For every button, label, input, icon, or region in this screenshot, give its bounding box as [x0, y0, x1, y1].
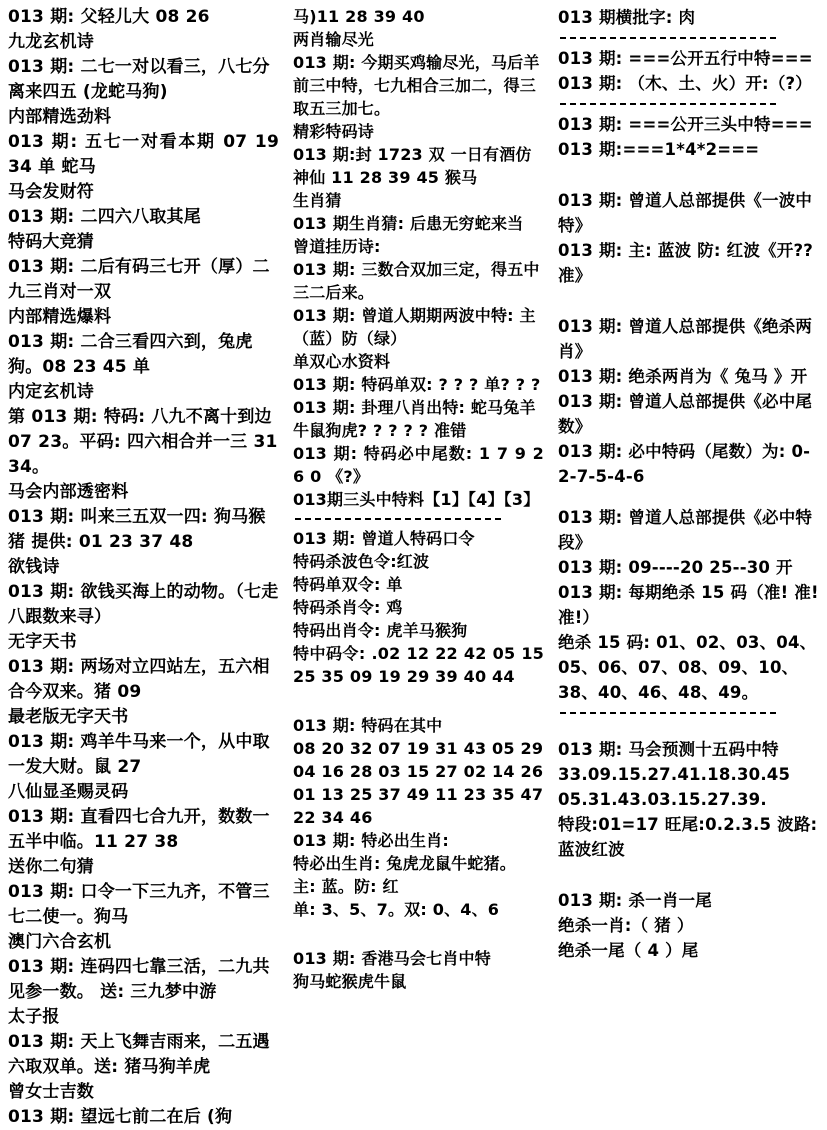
spacer	[558, 721, 821, 737]
text-line: 013 期: 今期买鸡输尽光，马后羊前三中特，七九相合三加二，得三取五三加七。	[293, 53, 540, 118]
text-line: 马)11 28 39 40	[293, 7, 425, 26]
text-line: 生肖猜	[293, 191, 342, 210]
text-line: 特中码令: .02 12 22 42 05 15 25 35 09 19 29 39 40 44	[293, 644, 544, 686]
text-line: 特码出肖令: 虎羊马猴狗	[293, 621, 468, 640]
text-line: 013 期: 口令一下三九齐，不管三七二使一。狗马	[8, 882, 270, 927]
text-line: 013 期:封 1723 双 一日有酒仿神仙 11 28 39 45 猴马	[293, 145, 532, 187]
text-line: 两肖输尽光	[293, 30, 375, 49]
text-line: 013 期: 二合三看四六到，兔虎狗。08 23 45 单	[8, 332, 253, 377]
text-line: 特码大竞猜	[8, 232, 94, 252]
text-line: 013 期: 必中特码（尾数）为: 0-2-7-5-4-6	[558, 442, 811, 486]
text-line: 内部精选爆料	[8, 307, 112, 327]
text-line: 狗马蛇猴虎牛鼠	[293, 972, 407, 991]
dashed-separator	[560, 103, 776, 105]
text-line: 013 期: 曾道人总部提供《一波中特》	[558, 191, 813, 235]
text-line: 013 期: 天上飞舞吉雨来，二五遇六取双单。送: 猪马狗羊虎	[8, 1032, 270, 1077]
column-right	[550, 0, 827, 1024]
spacer	[558, 489, 821, 505]
text-line: 013 期: ===公开五行中特===	[558, 49, 813, 68]
text-line: 013 期横批字: 肉	[558, 8, 696, 27]
text-line: 013 期: 曾道人总部提供《绝杀两肖》	[558, 317, 813, 361]
text-line: 马会内部透密料	[8, 482, 129, 502]
text-line: 013 期: 连码四七靠三活，二九共见参一数。 送: 三九梦中游	[8, 957, 270, 1002]
text-line: 013 期: 二后有码三七开（厚）二九三肖对一双	[8, 257, 270, 302]
text-line: 013 期: 特码在其中	[293, 716, 443, 735]
text-line: 曾道挂历诗:	[293, 237, 381, 256]
text-line: 013 期: 叫来三五双一四: 狗马猴 猪 提供: 01 23 37 48	[8, 507, 266, 552]
text-line: 主: 蓝。防: 红	[293, 877, 399, 896]
text-line: 单: 3、5、7。双: 0、4、6	[293, 900, 500, 919]
text-line: 绝杀一尾（ 4 ）尾	[558, 941, 699, 960]
text-line: 特码杀波色令:红波	[293, 552, 430, 571]
column-middle	[285, 0, 550, 1024]
text-line: 马会发财符	[8, 182, 94, 202]
spacer	[558, 288, 821, 314]
text-line: 澳门六合玄机	[8, 932, 112, 952]
text-line: 特码单双令: 单	[293, 575, 403, 594]
text-line: 013 期生肖猜: 后患无穷蛇来当	[293, 214, 524, 233]
text-line: 013 期: 特码单双: ? ? ? 单? ? ?	[293, 375, 541, 394]
text-line: 013 期: 杀一肖一尾	[558, 891, 712, 910]
text-line: 单双心水资料	[293, 352, 391, 371]
text-line: 特码杀肖令: 鸡	[293, 598, 403, 617]
text-line: 内定玄机诗	[8, 382, 94, 402]
text-line: 013 期: 09----20 25--30 开	[558, 558, 793, 577]
text-line: 013 期: 五七一对看本期 07 19 34 单 蛇马	[8, 132, 279, 177]
spacer	[558, 162, 821, 188]
text-line: 013 期: 每期绝杀 15 码（准! 准! 准!）	[558, 583, 819, 627]
text-line: 曾女士吉数	[8, 1082, 94, 1102]
text-line: 内部精选劲料	[8, 107, 112, 127]
text-line: 013 期: 卦理八肖出特: 蛇马兔羊牛鼠狗虎? ? ? ? ? 准错	[293, 398, 536, 440]
text-line: 013 期: 二四六八取其尾	[8, 207, 201, 227]
text-line: 013 期: （木、土、火）开:（?）	[558, 74, 812, 93]
text-line: 013 期: 绝杀两肖为《 兔马 》开	[558, 367, 808, 386]
text-line: 013 期: 直看四七合九开，数数一五半中临。11 27 38	[8, 807, 270, 852]
text-line: 013 期: 二七一对以看三，八七分离来四五 (龙蛇马狗)	[8, 57, 270, 102]
text-line: 013 期: 香港马会七肖中特	[293, 949, 491, 968]
text-line: 013期三头中特料【1】【4】【3】	[293, 490, 540, 509]
text-line: 013 期: 特码必中尾数: 1 7 9 2 6 0 《?》	[293, 444, 544, 486]
text-line: 013 期: 曾道人总部提供《必中尾数》	[558, 392, 813, 436]
text-line: 特段:01=17 旺尾:0.2.3.5 波路:蓝波红波	[558, 815, 818, 859]
text-line: 013 期: 主: 蓝波 防: 红波《开??准》	[558, 241, 814, 285]
text-line: 绝杀一肖:（ 猪 ）	[558, 916, 694, 935]
text-line: 013 期:===1*4*2===	[558, 140, 760, 159]
text-line: 精彩特码诗	[293, 122, 375, 141]
text-line: 013 期: 三数合双加三定，得五中三二后来。	[293, 260, 540, 302]
text-line: 013 期: 曾道人特码口令	[293, 529, 475, 548]
text-line: 013 期: 望远七前二在后 (狗	[8, 1107, 233, 1127]
spacer	[558, 862, 821, 888]
text-line: 013 期: 两场对立四站左，五六相合今双来。猪 09	[8, 657, 270, 702]
text-line: 013 期: 曾道人总部提供《必中特段》	[558, 508, 813, 552]
text-line: 013 期: 鸡羊牛马来一个，从中取一发大财。鼠 27	[8, 732, 270, 777]
text-line: 九龙玄机诗	[8, 32, 94, 52]
text-line: 013 期: 欲钱买海上的动物。（七走八跟数来寻）	[8, 582, 279, 627]
text-line: 绝杀 15 码: 01、02、03、04、05、06、07、08、09、10、38、40、46、48、49。	[558, 633, 817, 702]
text-line: 送你二句猜	[8, 857, 94, 877]
text-line: 013 期: 马会预测十五码中特	[558, 740, 779, 759]
text-line: 013 期: 特必出生肖:	[293, 831, 449, 850]
text-line: 05.31.43.03.15.27.39.	[558, 790, 767, 809]
text-line: 最老版无字天书	[8, 707, 129, 727]
text-line: 太子报	[8, 1007, 60, 1027]
text-line: 33.09.15.27.41.18.30.45	[558, 765, 791, 784]
spacer	[293, 688, 544, 714]
column-left	[0, 0, 285, 1127]
dashed-separator	[295, 518, 501, 520]
text-line: 08 20 32 07 19 31 43 05 29 04 16 28 03 15 27 02 14 26 01 13 25 37 49 11 23 35 47 22 34 46	[293, 739, 544, 827]
text-line: 第 013 期: 特码: 八九不离十到边 07 23。平码: 四六相合并一三 31 34。	[8, 407, 278, 477]
text-line: 八仙显圣赐灵码	[8, 782, 129, 802]
text-line: 特必出生肖: 兔虎龙鼠牛蛇猪。	[293, 854, 516, 873]
dashed-separator	[560, 37, 776, 39]
spacer	[293, 921, 544, 947]
dashed-separator	[560, 712, 776, 714]
text-line: 欲钱诗	[8, 557, 60, 577]
text-line: 013 期: ===公开三头中特===	[558, 115, 813, 134]
text-line: 013 期: 曾道人期期两波中特: 主（蓝）防（绿）	[293, 306, 536, 348]
text-line: 013 期: 父轻儿大 08 26	[8, 7, 210, 27]
text-line: 无字天书	[8, 632, 77, 652]
